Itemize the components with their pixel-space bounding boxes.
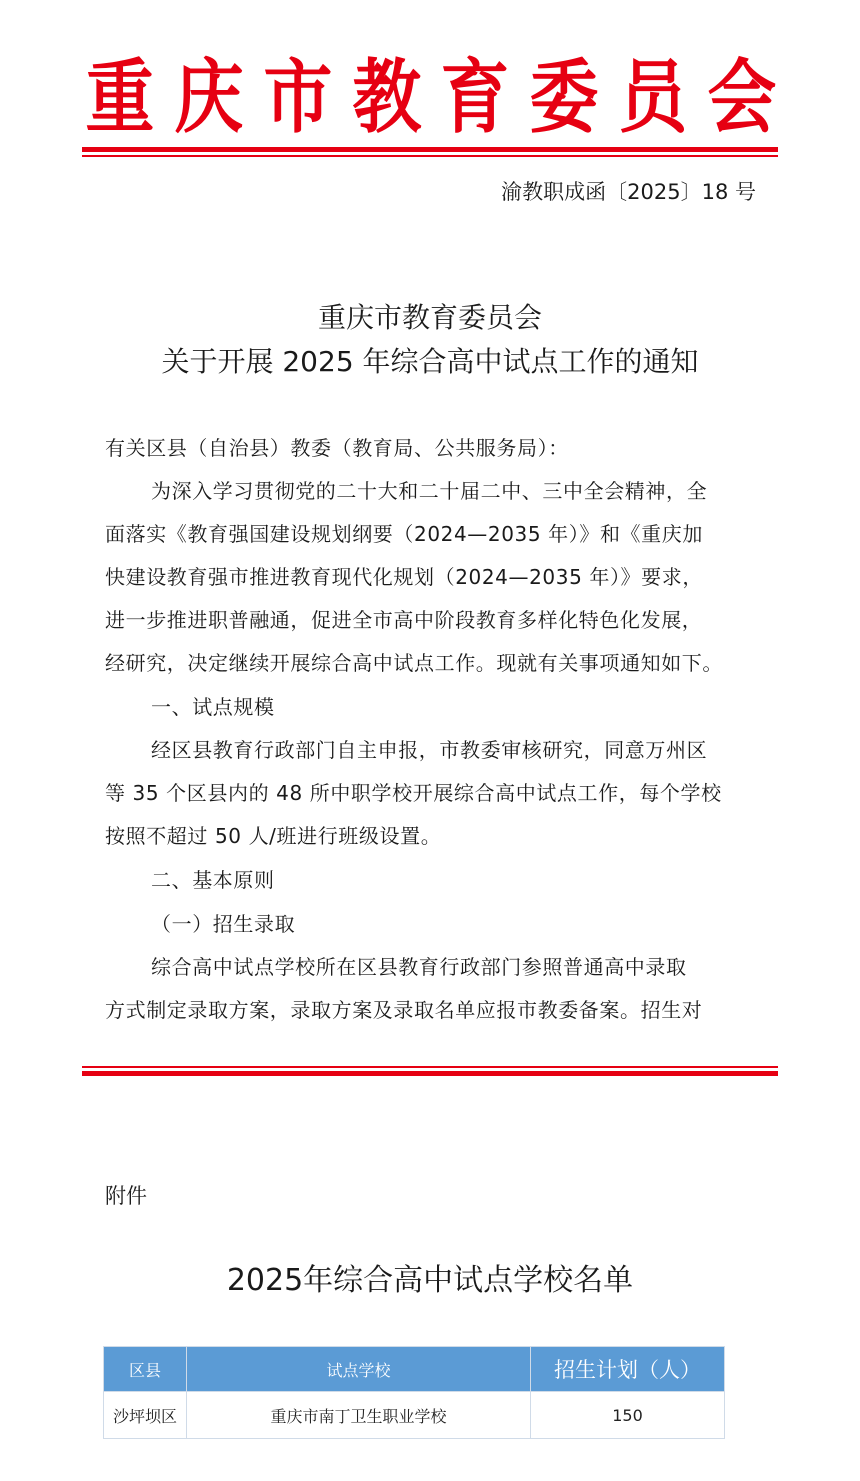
text-line: 经区县教育行政部门自主申报，市教委审核研究，同意万州区 (151, 738, 708, 762)
text-line: 等 35 个区县内的 48 所中职学校开展综合高中试点工作，每个学校 (105, 781, 722, 805)
table-header-row (104, 1347, 725, 1392)
text-line: 为深入学习贯彻党的二十大和二十届二中、三中全会精神，全 (151, 479, 708, 503)
section1-heading: 一、试点规模 (151, 695, 275, 719)
masthead-char: 会 (707, 51, 777, 144)
section2-heading: 二、基本原则 (151, 868, 275, 892)
text-line: 进一步推进职普融通，促进全市高中阶段教育多样化特色化发展， (105, 608, 703, 632)
column-header-school: 试点学校 (187, 1347, 531, 1392)
column-header-enrollment: 招生计划（人） (531, 1347, 725, 1392)
school-list-title: 2025年综合高中试点学校名单 (226, 1263, 634, 1298)
masthead-char: 员 (618, 51, 688, 144)
text-line: 按照不超过 50 人/班进行班级设置。 (105, 824, 442, 848)
masthead-char: 市 (263, 51, 332, 144)
masthead-char: 育 (440, 51, 510, 144)
text-line: 面落实《教育强国建设规划纲要（2024—2035 年）》和《重庆加 (105, 522, 703, 546)
issuer-masthead (80, 52, 780, 144)
masthead-char: 重 (85, 51, 155, 144)
masthead-char: 教 (351, 51, 421, 144)
cell-district: 沙坪坝区 (104, 1392, 187, 1439)
footer-rule-thin (82, 1066, 778, 1068)
footer-rule-thick (82, 1071, 778, 1076)
text-line: 经研究，决定继续开展综合高中试点工作。现就有关事项通知如下。 (105, 651, 723, 675)
masthead-char: 庆 (174, 51, 244, 144)
subsection1-paragraph (105, 946, 785, 1032)
notice-title-line1: 重庆市教育委员会 (317, 301, 542, 334)
text-line: 快建设教育强市推进教育现代化规划（2024—2035 年）》要求， (105, 565, 703, 589)
addressee: 有关区县（自治县）教委（教育局、公共服务局）： (105, 436, 569, 460)
subsection1-heading: （一）招生录取 (151, 912, 296, 936)
cell-school: 重庆市南丁卫生职业学校 (187, 1392, 531, 1439)
cell-enrollment: 150 (531, 1392, 725, 1439)
header-rule-thick (82, 147, 778, 152)
text-line: 综合高中试点学校所在区县教育行政部门参照普通高中录取 (151, 955, 687, 979)
notice-title-line2: 关于开展 2025 年综合高中试点工作的通知 (161, 345, 699, 378)
intro-paragraph (105, 470, 785, 685)
attachment-label: 附件 (105, 1184, 147, 1208)
text-line: 方式制定录取方案，录取方案及录取名单应报市教委备案。招生对 (105, 998, 703, 1022)
header-rule-thin (82, 155, 778, 157)
table-row (104, 1392, 725, 1439)
school-table (103, 1346, 725, 1439)
document-number: 渝教职成函〔2025〕18 号 (501, 180, 756, 204)
masthead-char: 委 (529, 51, 599, 144)
column-header-district: 区县 (104, 1347, 187, 1392)
section1-paragraph (105, 729, 785, 858)
